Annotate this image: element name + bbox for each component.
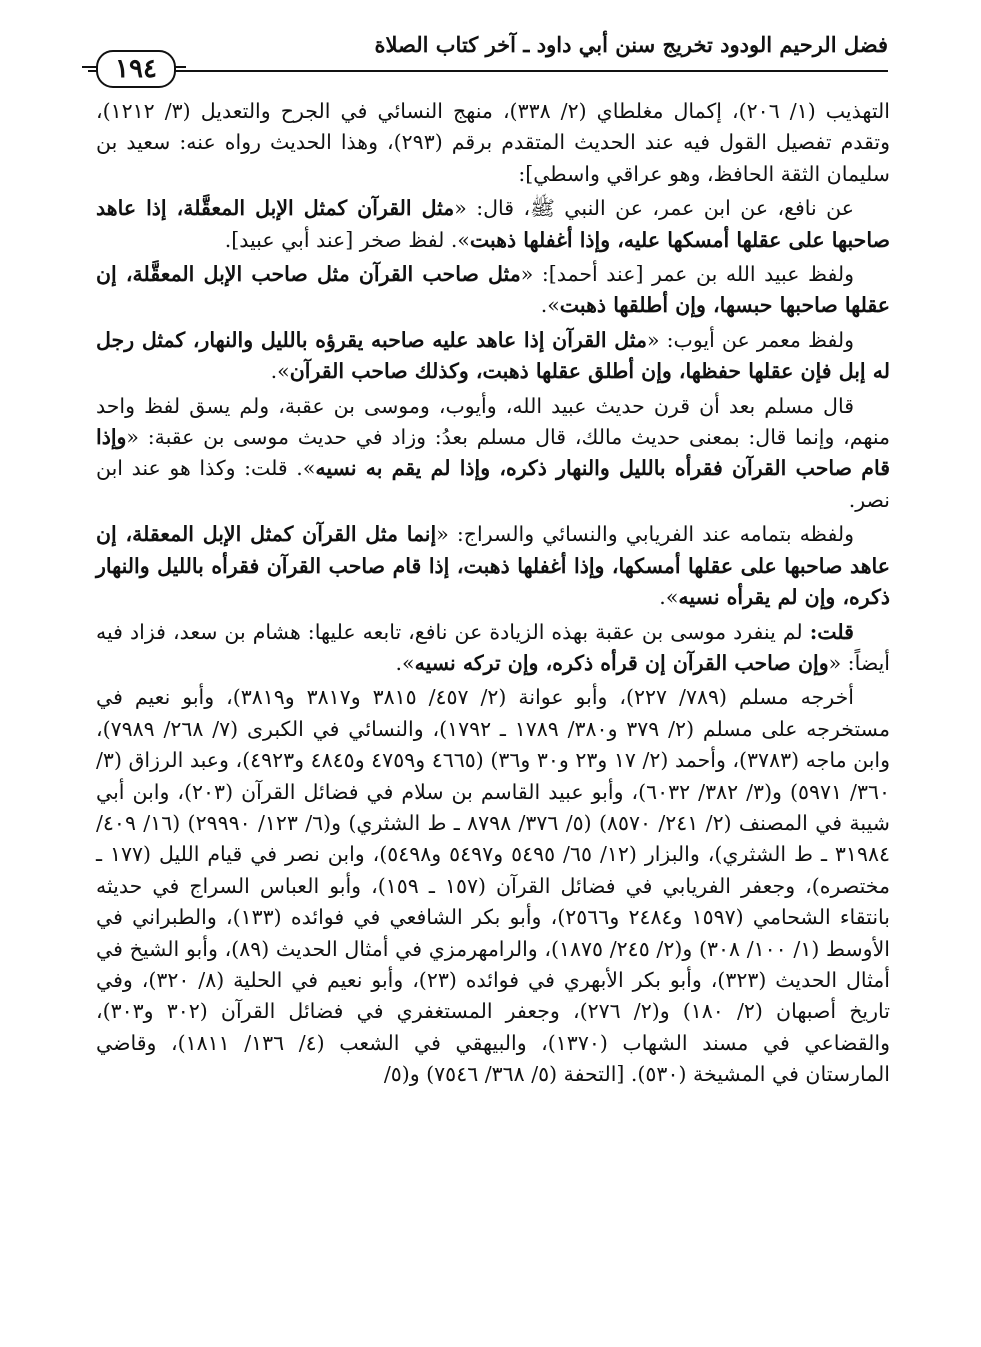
- paragraph: [96, 519, 890, 613]
- running-header: [88, 28, 888, 68]
- text-segment: ».: [395, 650, 415, 675]
- body-text: [96, 96, 890, 1094]
- paragraph: [96, 325, 890, 388]
- text-segment: ولفظ معمر عن أيوب: «: [646, 327, 854, 352]
- text-segment: ». لفظ صخر [عند أبي عبيد].: [224, 227, 470, 252]
- paragraph: [96, 259, 890, 322]
- text-segment: ولفظ عبيد الله بن عمر [عند أحمد]: «: [520, 262, 854, 287]
- paragraph: [96, 682, 890, 1090]
- text-segment: لم ينفرد موسى بن عقبة بهذه الزيادة عن نافع، تابعه عليها: هشام بن سعد، فزاد فيه أيضاً: «: [96, 619, 890, 675]
- hadith-text: مثل القرآن إذا عاهد عليه صاحبه يقرؤه بالليل والنهار، كمثل رجل له إبل فإن عقلها حفظها، وإن أطلق عقلها ذهبت، وكذلك صاحب القرآن: [96, 327, 890, 384]
- hadith-text: قلت:: [809, 619, 854, 644]
- text-segment: قال مسلم بعد أن قرن حديث عبيد الله، وأيوب، وموسى بن عقبة، ولم يسق لفظ واحد منهم، وإنما قال: بمعنى حديث مالك، قال مسلم بعدُ: وزاد في حديث موسى بن عقبة: «: [96, 393, 890, 450]
- text-segment: ».: [540, 293, 560, 318]
- text-segment: ولفظه بتمامه عند الفريابي والنسائي والسراج: «: [436, 522, 854, 547]
- text-segment: أخرجه مسلم (٧٨٩/ ٢٢٧)، وأبو عوانة (٢/ ٤٥٧/ ٣٨١٥ و٣٨١٧ و٣٨١٩)، وأبو نعيم في مستخرجه على مسلم (٢/ ٣٧٩ و٣٨٠/ ١٧٨٩ ـ ١٧٩٢)، والنسائي في الكبرى (٧/ ٢٦٨/ ٧٩٨٩)، وابن ماجه (٣٧٨٣)، وأحمد (٢/ ١٧ و٢٣ و٣٠ و٣٦) (٤٦٦٥ و٤٧٥٩ و٤٨٤٥ و٤٩٢٣)، وعبد الرزاق (٣/ ٣٦٠/ ٥٩٧١) و(٣/ ٣٨٢/ ٦٠٣٢)، وأبو عبيد القاسم بن سلام في فضائل القرآن (٢٠٣)، وابن أبي شيبة في المصنف (٢/ ٢٤١/ ٨٥٧٠) (٥/ ٣٧٦/ ٨٧٩٨ ـ ط الشثري) و(٦/ ١٢٣/ ٢٩٩٩٠) (١٦/ ٤٠٩/ ٣١٩٨٤ ـ ط الشثري)، والبزار (١٢/ ٦٥/ ٥٤٩٥ و٥٤٩٧ و٥٤٩٨)، وابن نصر في قيام الليل (١٧٧ ـ مختصره)، وجعفر الفريابي في فضائل القرآن (١٥٧ ـ ١٥٩)، وأبو العباس السراج في حديثه بانتقاء الشحامي (١٥٩٧ و٢٤٨٤ و٢٥٦٦)، وأبو بكر الشافعي في فوائده (١٣٣)، والطبراني في الأوسط (١/ ١٠٠/ ٣٠٨) و(٢/ ٢٤٥/ ١٨٧٥)، والرامهرمزي في أمثال الحديث (٨٩)، وأبو الشيخ في أمثال الحديث (٣٢٣)، وأبو بكر الأبهري في فوائده (٢٣)، وأبو نعيم في الحلية (٨/ ٣٢٠)، وفي تاريخ أصبهان (٢/ ١٨٠) و(٢/ ٢٧٦)، وجعفر المستغفري في فضائل القرآن (٣٠٢ و٣٠٣)، والقضاعي في مسند الشهاب (١٣٧٠)، والبيهقي في الشعب (٤/ ١٣٦/ ١٨١١)، وقاضي المارستان في المشيخة (٥٣٠). [التحفة (٥/ ٣٦٨/ ٧٥٤٦) و(٥/: [96, 685, 891, 1087]
- text-segment: ».: [270, 359, 290, 384]
- hadith-text: وإن صاحب القرآن إن قرأه ذكره، وإن تركه نسيه: [414, 650, 829, 675]
- header-title: فضل الرحيم الودود تخريج سنن أبي داود ـ آخر كتاب الصلاة: [374, 32, 888, 57]
- paragraph: [96, 193, 890, 256]
- paragraph: [96, 617, 890, 680]
- text-segment: ». قلت: وكذا هو عند ابن نصر.: [96, 456, 890, 512]
- hadith-text: مثل القرآن كمثل الإبل المعقَّلة، إذا عاهد صاحبها على عقلها أمسكها عليه، وإذا أغفلها ذهبت: [96, 196, 890, 252]
- text-segment: ».: [659, 585, 679, 610]
- text-segment: التهذيب (١/ ٢٠٦)، إكمال مغلطاي (٢/ ٣٣٨)، منهج النسائي في الجرح والتعديل (٣/ ١٢١٢)، وتقدم تفصيل القول فيه عند الحديث المتقدم برقم (٢٩٣)، وهذا الحديث رواه عنه: سعيد بن سليمان الثقة الحافظ، وهو عراقي واسطي]:: [96, 99, 891, 186]
- page-number: ١٩٤: [96, 50, 176, 88]
- paragraph: [96, 96, 890, 190]
- text-segment: عن نافع، عن ابن عمر، عن النبي ﷺ، قال: «: [454, 196, 855, 221]
- paragraph: [96, 391, 890, 517]
- hadith-text: مثل صاحب القرآن مثل صاحب الإبل المعقَّلة، إن عقلها صاحبها حبسها، وإن أطلقها ذهبت: [96, 262, 890, 318]
- header-rule: [88, 70, 888, 72]
- hadith-text: وإذا قام صاحب القرآن فقرأه بالليل والنهار ذكره، وإذا لم يقم به نسيه: [96, 425, 890, 481]
- hadith-text: إنما مثل القرآن كمثل الإبل المعقلة، إن عاهد صاحبها على عقلها أمسكها، وإذا أغفلها ذهبت، إذا قام صاحب القرآن فقرأه بالليل والنهار ذكره، وإن لم يقرأه نسيه: [96, 522, 890, 610]
